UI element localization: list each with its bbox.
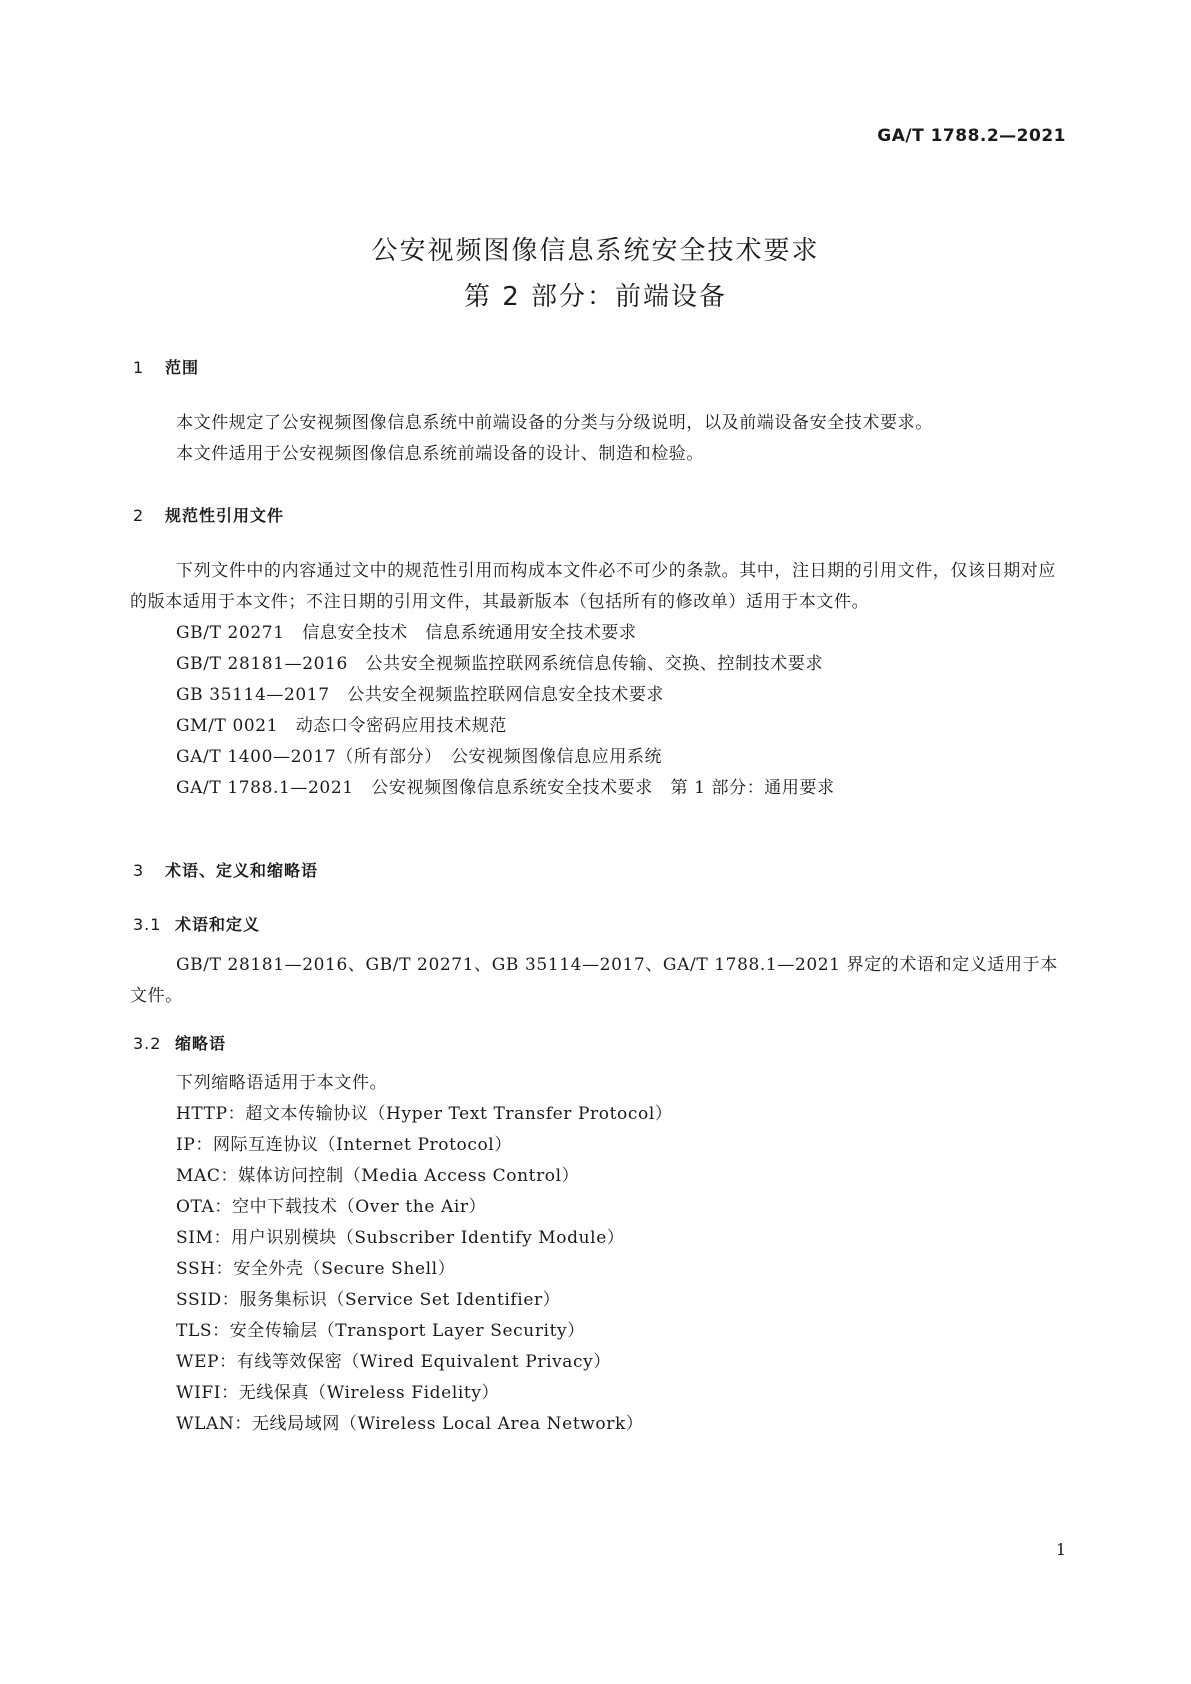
abbreviation-item: WEP：有线等效保密（Wired Equivalent Privacy） [176,1352,611,1372]
abbreviation-item: SSID：服务集标识（Service Set Identifier） [176,1290,561,1310]
abbreviation-item: HTTP：超文本传输协议（Hyper Text Transfer Protocol） [176,1104,673,1124]
paragraph: 本文件适用于公安视频图像信息系统前端设备的设计、制造和检验。 [176,444,704,464]
reference-item: GB 35114—2017 公共安全视频监控联网信息安全技术要求 [176,685,665,705]
abbreviation-item: TLS：安全传输层（Transport Layer Security） [176,1321,585,1341]
section-title: 范围 [165,358,200,377]
abbreviation-item: MAC：媒体访问控制（Media Access Control） [176,1166,580,1186]
abbreviation-item: IP：网际互连协议（Internet Protocol） [176,1135,512,1155]
reference-item: GM/T 0021 动态口令密码应用技术规范 [176,716,507,736]
standard-code: GA/T 1788.2—2021 [877,126,1066,146]
reference-item: GA/T 1788.1—2021 公安视频图像信息系统安全技术要求 第 1 部分：通用要求 [176,778,835,798]
abbreviation-item: SSH：安全外壳（Secure Shell） [176,1259,456,1279]
paragraph: 本文件规定了公安视频图像信息系统中前端设备的分类与分级说明，以及前端设备安全技术要求。 [176,413,933,433]
section-number: 3 [133,861,145,880]
section-3-2-body [130,1068,1060,1440]
section-title: 规范性引用文件 [165,506,285,525]
section-number: 3.1 [133,915,162,934]
section-number: 2 [133,506,145,525]
abbreviation-item: SIM：用户识别模块（Subscriber Identify Module） [176,1228,625,1248]
section-3-heading [133,858,318,881]
paragraph: 下列缩略语适用于本文件。 [176,1073,388,1093]
paragraph: GB/T 28181—2016、GB/T 20271、GB 35114—2017、GA/T 1788.1—2021 界定的术语和定义适用于本文件。 [130,955,1058,1006]
document-subtitle: 第 2 部分：前端设备 [463,282,728,312]
reference-item: GB/T 20271 信息安全技术 信息系统通用安全技术要求 [176,623,637,643]
paragraph: 下列文件中的内容通过文中的规范性引用而构成本文件必不可少的条款。其中，注日期的引用文件，仅该日期对应的版本适用于本文件；不注日期的引用文件，其最新版本（包括所有的修改单）适用于本文件。 [130,561,1056,612]
section-2-heading [133,503,284,526]
document-title: 公安视频图像信息系统安全技术要求 [371,236,820,266]
section-number: 3.2 [133,1034,162,1053]
section-title: 术语和定义 [175,915,261,934]
reference-item: GB/T 28181—2016 公共安全视频监控联网系统信息传输、交换、控制技术要求 [176,654,824,674]
section-3-1-heading [133,912,260,935]
section-3-1-body [130,950,1060,1012]
section-title: 术语、定义和缩略语 [165,861,319,880]
abbreviation-item: WIFI：无线保真（Wireless Fidelity） [176,1383,500,1403]
abbreviation-item: WLAN：无线局域网（Wireless Local Area Network） [176,1414,644,1434]
section-number: 1 [133,358,145,377]
section-2-body [130,556,1060,804]
reference-item: GA/T 1400—2017（所有部分） 公安视频图像信息应用系统 [176,747,663,767]
section-1-body [130,408,1060,470]
abbreviation-item: OTA：空中下载技术（Over the Air） [176,1197,487,1217]
page-number: 1 [1055,1540,1066,1559]
section-3-2-heading [133,1031,226,1054]
section-1-heading [133,355,199,378]
section-title: 缩略语 [175,1034,227,1053]
